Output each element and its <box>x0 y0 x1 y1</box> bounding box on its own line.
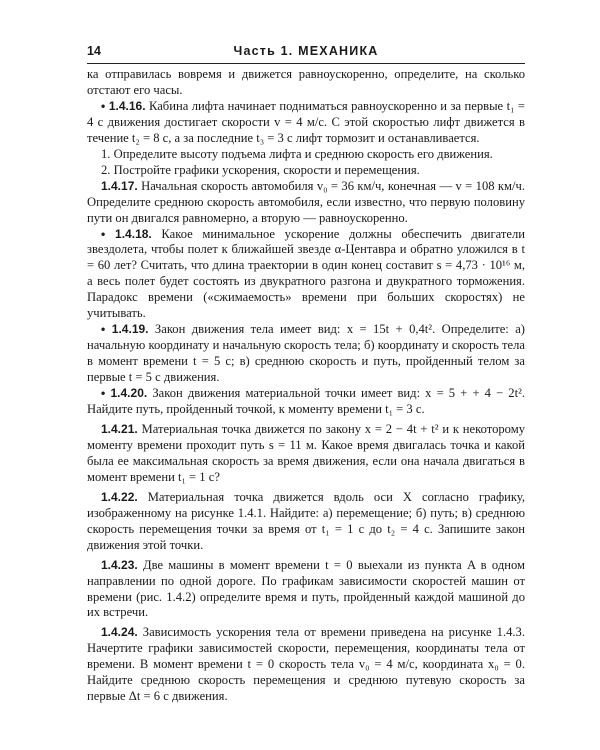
problem-1-4-21: 1.4.21. Материальная точка движется по закону x = 2 − 4t + t² и к некоторому моменту времени проходит путь s = 11 м. Какое время двигалась точка и какой была ее максимальная скорость за время движения, если она начала двигаться в момент времени t₁ = 1 с? <box>87 421 526 484</box>
header-rule <box>87 63 525 64</box>
page-body <box>87 67 525 705</box>
problem-1-4-16-task-1: 1. Определите высоту подъема лифта и среднюю скорость его движения. <box>101 146 493 161</box>
problem-number: 1.4.24. <box>101 625 138 640</box>
problem-1-4-22: 1.4.22. Материальная точка движется вдоль оси X согласно графику, изображенному на рисунке 1.4.1. Найдите: а) перемещение; б) путь; в) среднюю скорость перемещения точки за время от t₁ = 1 с до t₂ = 4 с. Запишите закон движения этой точки. <box>87 489 525 552</box>
problem-1-4-16: • 1.4.16. Кабина лифта начинает подниматься равноускоренно и за первые t₁ = 4 с движения достигает скорости v = 4 м/с. С этой скоростью лифт движется в течение t₂ = 8 с, а за последние t₃ = 3 с лифт тормозит и останавливается. <box>87 98 526 145</box>
problem-1-4-24: 1.4.24. Зависимость ускорения тела от времени приведена на рисунке 1.4.3. Начертите графики зависимостей скорости, перемещения, координаты тела от времени. В момент времени t = 0 скорость тела v₀ = 4 м/с, координата x₀ = 0. Найдите среднюю скорость перемещения и среднюю путевую скорость за первые Δt = 6 с движения. <box>87 625 525 704</box>
problem-1-4-23: 1.4.23. Две машины в момент времени t = 0 выехали из пункта A в одном направлении по одной дороге. По графикам зависимости скоростей машин от времени (рис. 1.4.2) определите время и путь, пройденный каждой машиной до их встречи. <box>87 557 525 620</box>
problem-number: • 1.4.18. <box>101 226 152 241</box>
chapter-title: Часть 1. МЕХАНИКА <box>233 44 379 58</box>
problem-number: 1.4.17. <box>101 178 138 193</box>
problem-number: • 1.4.16. <box>101 98 146 113</box>
problem-1-4-19: • 1.4.19. Закон движения тела имеет вид: x = 15t + 0,4t². Определите: а) начальную координату и начальную скорость тела; б) координату и скорость тела в момент времени t = 5 с; в) среднюю скорость и путь, пройденный телом за первые t = 5 с движения. <box>87 322 526 385</box>
problem-number: 1.4.21. <box>101 421 138 436</box>
page-number: 14 <box>87 44 101 58</box>
problem-1-4-17: 1.4.17. Начальная скорость автомобиля v₀ = 36 км/ч, конечная — v = 108 км/ч. Определите среднюю скорость автомобиля, если известно, что первую половину пути он двигался равномерно, а вторую — равноускоренно. <box>87 178 525 225</box>
problem-1-4-20: • 1.4.20. Закон движения материальной точки имеет вид: x = 5 + + 4 − 2t². Найдите путь, пройденный точкой, к моменту времени t₁ = 3 с. <box>87 386 526 417</box>
page-header <box>87 44 525 62</box>
problem-number: • 1.4.19. <box>101 322 149 337</box>
problem-1-4-16-task-2: 2. Постройте графики ускорения, скорости и перемещения. <box>101 162 420 177</box>
problem-number: • 1.4.20. <box>101 386 148 401</box>
paragraph-continuation: ка отправилась вовремя и движется равноускоренно, определите, на сколько отстают его часы. <box>87 67 525 97</box>
problem-number: 1.4.23. <box>101 557 138 572</box>
problem-1-4-18: • 1.4.18. Какое минимальное ускорение должны обеспечить двигатели звездолета, чтобы полет к ближайшей звезде α-Центавра и обратно уложился в t = 60 лет? Считать, что длина траектории в один конец составит s = 4,73 · 10¹⁶ м, а весь полет будет состоять из двукратного разгона и двукратного торможения. Парадокс времени («сжимаемость» времени при больших скоростях) не учитывать. <box>87 226 526 321</box>
problem-number: 1.4.22. <box>101 489 138 504</box>
